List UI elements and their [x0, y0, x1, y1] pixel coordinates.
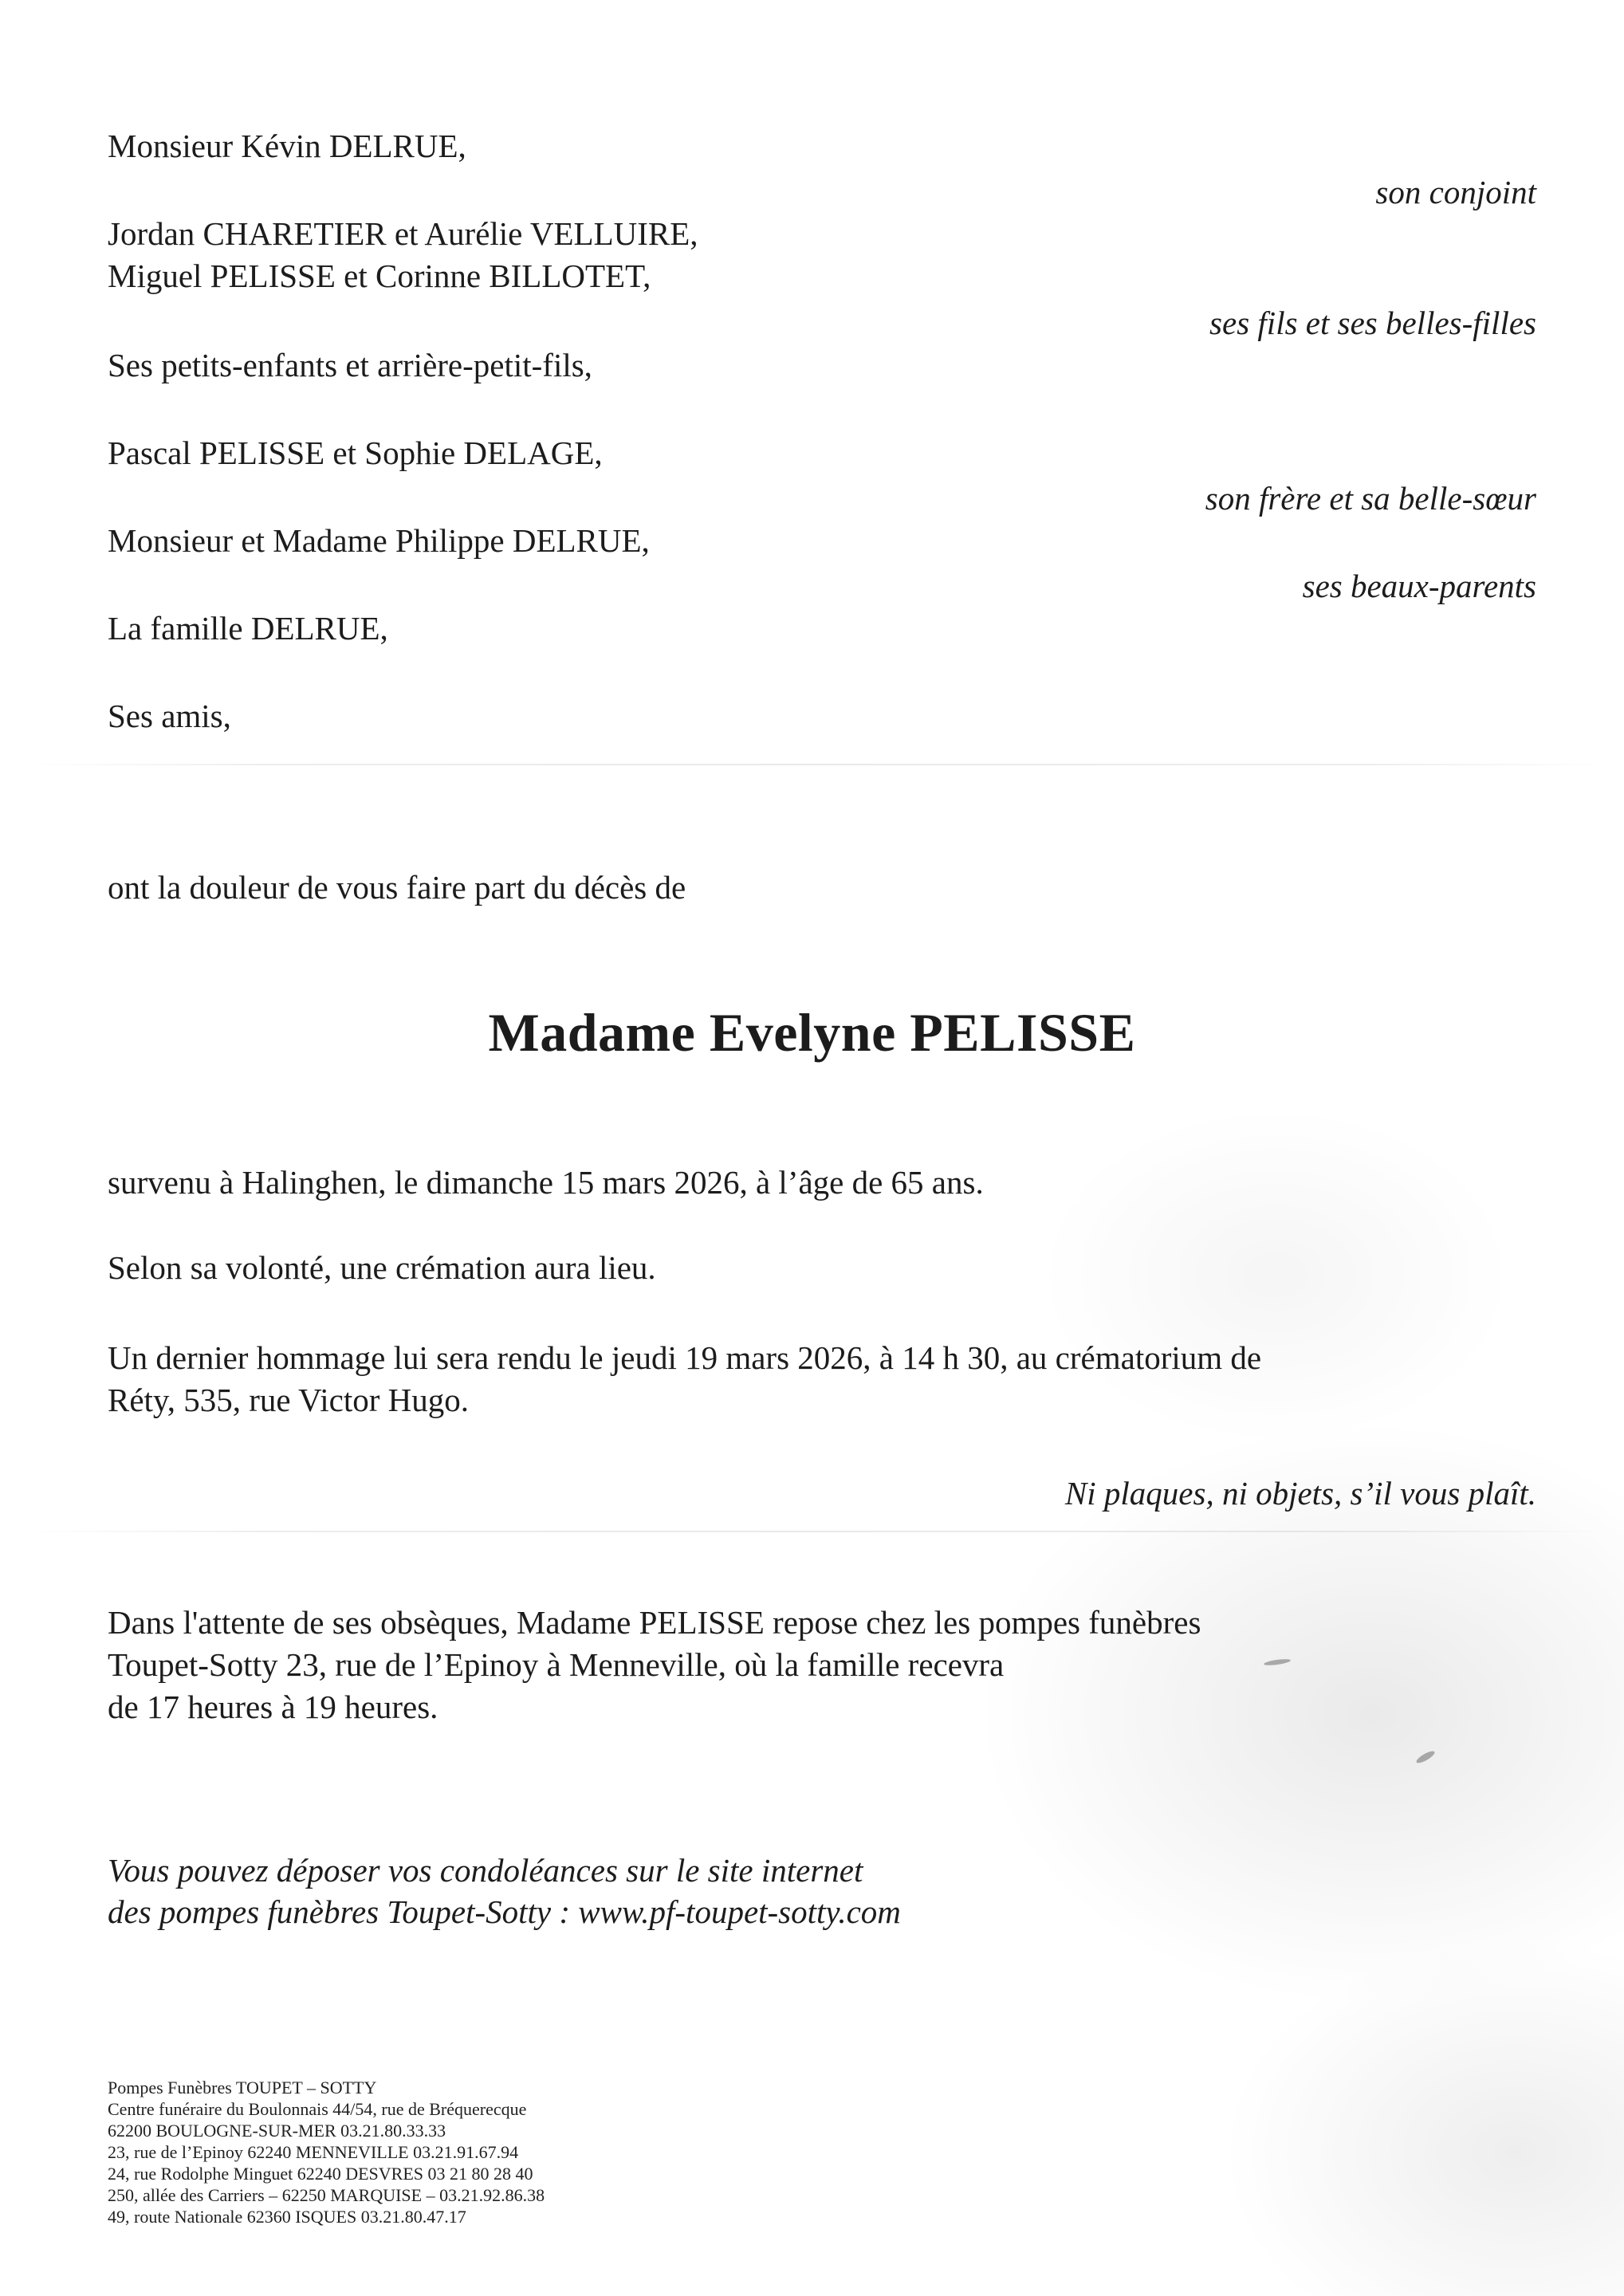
- relation-sons: ses fils et ses belles-filles: [1209, 305, 1536, 341]
- family-line-son-1: Jordan CHARETIER et Aurélie VELLUIRE,: [108, 215, 698, 252]
- family-line-friends: Ses amis,: [108, 698, 231, 734]
- family-line-brother: Pascal PELISSE et Sophie DELAGE,: [108, 434, 603, 471]
- family-line-delrue: La famille DELRUE,: [108, 610, 388, 647]
- repose-line-2: Toupet-Sotty 23, rue de l’Epinoy à Menneville, où la famille recevra: [108, 1646, 1005, 1683]
- repose-line-1: Dans l'attente de ses obsèques, Madame PELISSE repose chez les pompes funèbres: [108, 1604, 1201, 1641]
- scan-speck: [1264, 1658, 1292, 1667]
- family-line-spouse: Monsieur Kévin DELRUE,: [108, 128, 466, 164]
- fold-line-top: [24, 764, 1610, 765]
- family-line-son-2: Miguel PELISSE et Corinne BILLOTET,: [108, 258, 651, 294]
- condolences-line-2: des pompes funèbres Toupet-Sotty : www.pf-toupet-sotty.com: [108, 1893, 901, 1930]
- repose-line-3: de 17 heures à 19 heures.: [108, 1689, 438, 1725]
- footer-line: 49, route Nationale 62360 ISQUES 03.21.80.47.17: [108, 2207, 466, 2227]
- no-flowers-notice: Ni plaques, ni objets, s’il vous plaît.: [1064, 1475, 1536, 1512]
- funeral-home-addresses: [108, 2077, 545, 2227]
- footer-line: 250, allée des Carriers – 62250 MARQUISE – 03.21.92.86.38: [108, 2185, 545, 2205]
- footer-line: Pompes Funèbres TOUPET – SOTTY: [108, 2078, 377, 2097]
- tribute-line-1: Un dernier hommage lui sera rendu le jeudi 19 mars 2026, à 14 h 30, au crématorium de: [108, 1339, 1262, 1376]
- footer-line: 24, rue Rodolphe Minguet 62240 DESVRES 03 21 80 28 40: [108, 2164, 533, 2184]
- family-line-grandchildren: Ses petits-enfants et arrière-petit-fils,: [108, 347, 592, 383]
- footer-line: Centre funéraire du Boulonnais 44/54, rue de Bréquerecque: [108, 2099, 527, 2119]
- condolences-line-1: Vous pouvez déposer vos condoléances sur le site internet: [108, 1852, 863, 1889]
- announcement-intro: ont la douleur de vous faire part du décès de: [108, 869, 686, 906]
- fold-line-bottom: [24, 1531, 1610, 1532]
- scan-speck: [1415, 1749, 1437, 1765]
- relation-spouse: son conjoint: [1375, 174, 1536, 210]
- relation-brother: son frère et sa belle-sœur: [1205, 480, 1536, 517]
- cremation-notice: Selon sa volonté, une crémation aura lieu.: [108, 1249, 656, 1286]
- death-info: survenu à Halinghen, le dimanche 15 mars 2026, à l’âge de 65 ans.: [108, 1164, 984, 1201]
- relation-parents-in-law: ses beaux-parents: [1302, 568, 1536, 604]
- footer-line: 62200 BOULOGNE-SUR-MER 03.21.80.33.33: [108, 2121, 446, 2141]
- footer-line: 23, rue de l’Epinoy 62240 MENNEVILLE 03.21.91.67.94: [108, 2142, 519, 2162]
- deceased-name: Madame Evelyne PELISSE: [488, 1002, 1136, 1063]
- family-line-parents-in-law: Monsieur et Madame Philippe DELRUE,: [108, 522, 650, 559]
- tribute-line-2: Réty, 535, rue Victor Hugo.: [108, 1382, 470, 1418]
